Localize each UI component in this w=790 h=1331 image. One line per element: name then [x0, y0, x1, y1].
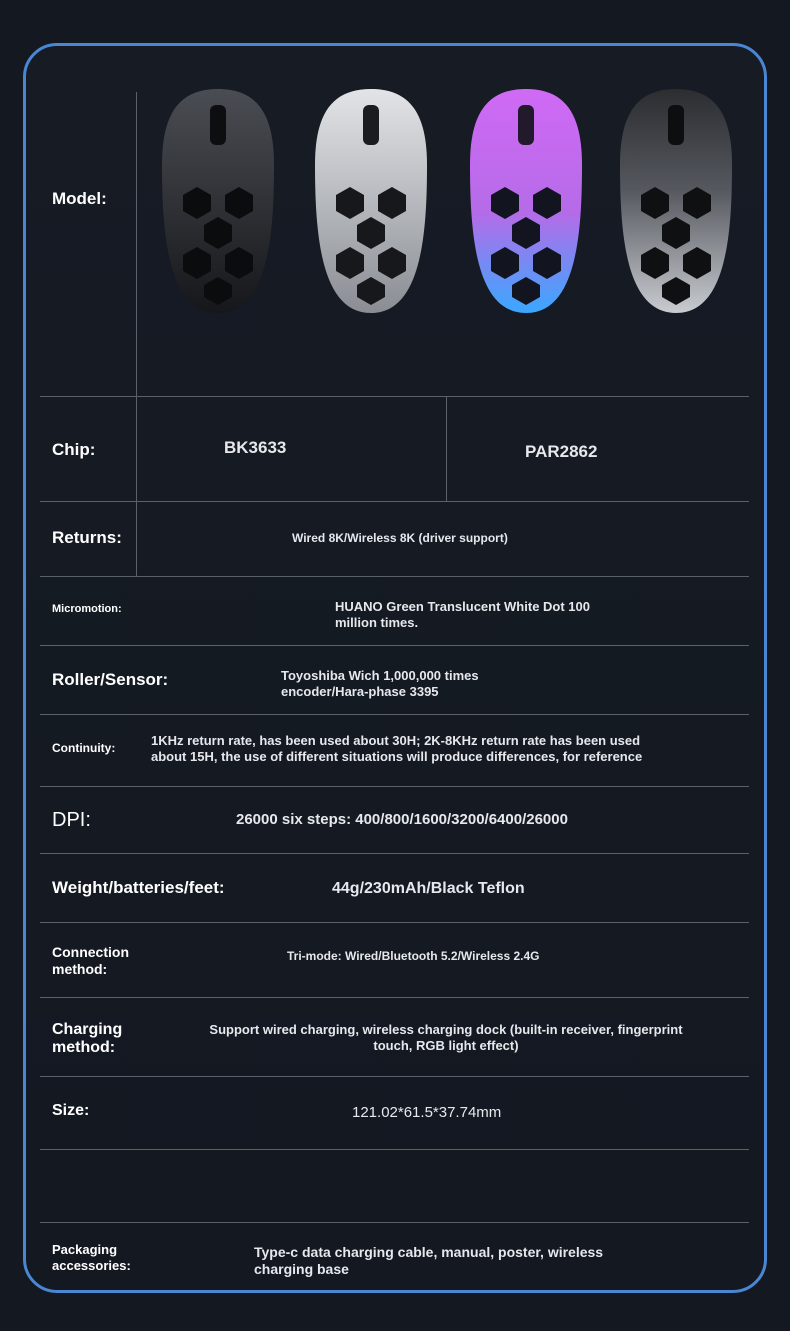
- packaging-label: Packaging accessories:: [52, 1242, 131, 1273]
- divider: [40, 501, 749, 502]
- column-divider: [446, 396, 447, 501]
- connection-label: Connection method:: [52, 944, 129, 977]
- continuity-value: 1KHz return rate, has been used about 30H; 2K-8KHz return rate has been used about 15H, the use of different situations will produce differences, for reference: [151, 733, 643, 764]
- size-label: Size:: [52, 1102, 90, 1119]
- black-silver-mouse-image: [616, 85, 736, 317]
- roller-sensor-label: Roller/Sensor:: [52, 670, 169, 689]
- divider: [40, 786, 749, 787]
- silver-mouse-image: [311, 85, 431, 317]
- chip-value-right: PAR2862: [525, 442, 598, 461]
- divider: [40, 396, 749, 397]
- micromotion-label: Micromotion:: [52, 603, 122, 615]
- charging-label: Charging method:: [52, 1021, 123, 1056]
- divider: [40, 1076, 749, 1077]
- chip-value-left: BK3633: [224, 438, 287, 457]
- dpi-label: DPI:: [52, 809, 91, 831]
- charging-value: Support wired charging, wireless charging dock (built-in receiver, fingerprint touch, RGB light effect): [209, 1022, 683, 1053]
- purple-blue-mouse-image: [466, 85, 586, 317]
- weight-label: Weight/batteries/feet:: [52, 878, 225, 897]
- weight-value: 44g/230mAh/Black Teflon: [332, 880, 525, 897]
- column-divider: [136, 92, 137, 576]
- divider: [40, 1149, 749, 1150]
- dpi-value: 26000 six steps: 400/800/1600/3200/6400/26000: [236, 811, 568, 828]
- model-label: Model:: [52, 189, 107, 208]
- size-value: 121.02*61.5*37.74mm: [352, 1104, 502, 1121]
- roller-sensor-value: Toyoshiba Wich 1,000,000 times encoder/Hara-phase 3395: [281, 668, 479, 699]
- returns-value: Wired 8K/Wireless 8K (driver support): [292, 531, 508, 545]
- divider: [40, 576, 749, 577]
- returns-label: Returns:: [52, 528, 122, 547]
- chip-label: Chip:: [52, 440, 96, 459]
- packaging-value: Type-c data charging cable, manual, poster, wireless charging base: [254, 1244, 604, 1277]
- divider: [40, 997, 749, 998]
- divider: [40, 853, 749, 854]
- divider: [40, 645, 749, 646]
- divider: [40, 714, 749, 715]
- divider: [40, 922, 749, 923]
- micromotion-value: HUANO Green Translucent White Dot 100 million times.: [335, 599, 590, 630]
- black-mouse-image: [158, 85, 278, 317]
- continuity-label: Continuity:: [52, 741, 116, 755]
- divider: [40, 1222, 749, 1223]
- connection-value: Tri-mode: Wired/Bluetooth 5.2/Wireless 2.4G: [287, 949, 540, 963]
